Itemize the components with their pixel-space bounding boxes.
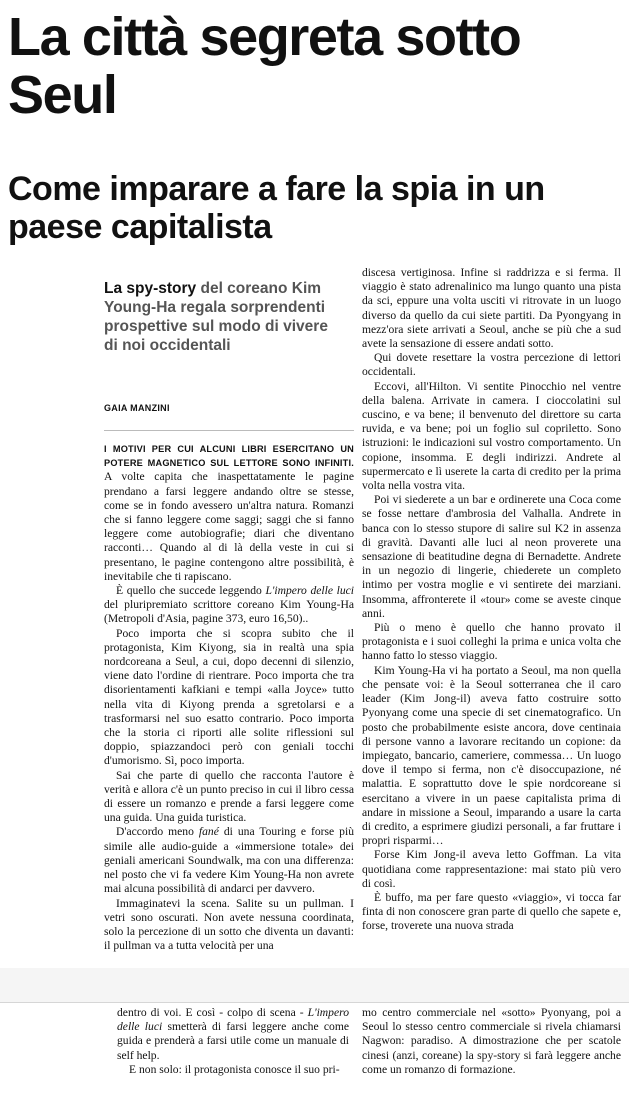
paragraph: È buffo, ma per fare questo «viaggio», vi tocca far finta di non conoscere gran parte di quello che sapete e, forse, troverete una nuova strada: [362, 890, 621, 933]
paragraph: Qui dovete resettare la vostra percezione di lettori occidentali.: [362, 351, 621, 379]
paragraph: Più o meno è quello che hanno provato il protagonista e i suoi colleghi la prima e unica volta che hanno fatto lo stesso viaggio.: [362, 621, 621, 663]
paragraph: Forse Kim Jong-il aveva letto Goffman. La vita quotidiana come rappresentazione: mai stato più vero di così.: [362, 848, 621, 890]
divider: [0, 1002, 629, 1003]
paragraph: Sai che parte di quello che racconta l'autore è verità e allora c'è un punto preciso in cui il libro cessa di essere un romanzo e prende a farsi leggere come una guida. Una guida turistica.: [104, 768, 354, 825]
paragraph: discesa vertiginosa. Infine si raddrizza e si ferma. Il viaggio è stato adrenalinico ma lungo quanto una pista da sci, eppure una volta usciti vi ritrovate in un luogo diverso da quello da cui siete partiti. Da Pyongyang in mezz'ora siete arrivati a Seoul, anche se più che a sud avete la sensazione di essere andati sotto.: [362, 266, 621, 351]
article-column-1: [104, 442, 354, 953]
paragraph: mo centro commerciale nel «sotto» Pyonyang, poi a Seoul lo stesso centro commerciale si rivela chiamarsi Nagwon: paradiso. A dimostrazione che per scatole cinesi (anzi, coreane) la spy-story si farà leggere anche come un romanzo di formazione.: [362, 1006, 621, 1076]
article-column-3: [117, 1006, 349, 1077]
headline: La città segreta sotto Seul: [8, 7, 521, 125]
article-column-4: [362, 1006, 621, 1077]
paragraph: Eccovi, all'Hilton. Vi sentite Pinocchio nel ventre della balena. Arrivate in camera. I cioccolatini sul cuscino, e va bene; il benvenuto del direttore su carta ruvida, e va bene; poi un foglio sul copriletto. Sono istruzioni: le indicazioni sul vostro comportamento. Un copione, insomma. E degli indirizzi. Andrete al supermercato e lì userete la carta di credito per la prima volta nella vostra vita.: [362, 379, 621, 493]
book-title: L'impero delle luci: [265, 584, 354, 598]
paragraph: Poi vi siederete a un bar e ordinerete una Coca come se fosse nettare d'ambrosia del Valhalla. Andrete in banca con lo stesso stupore di salire sul K2 in assenza di gravità. Davanti alle luci al neon proverete una sensazione di beatitudine degna di Bernadette. Andrete in un negozio di lingerie, chiederete un completo intimo per vostra moglie e vi sentirete dei marziani. Insomma, affronterete il «tour» come se aveste cinque anni.: [362, 493, 621, 620]
paragraph: E non solo: il protagonista conosce il suo pri-: [129, 1062, 340, 1076]
deck: [104, 279, 344, 355]
book-title: L'impero delle luci: [117, 1006, 349, 1034]
divider: [104, 430, 354, 431]
clipping-gap: [0, 968, 629, 1002]
paragraph: Immaginatevi la scena. Salite su un pullman. I vetri sono oscurati. Non avete nessuna coordinata, solo la percezione di un sotto che diventa un davanti: il pullman va a tutta velocità per una: [104, 896, 354, 953]
paragraph: dentro di voi. E così - colpo di scena - L'impero delle luci smetterà di farsi leggere anche come guida e prenderà a farsi utile come un manuale di self help.: [117, 1006, 349, 1062]
paragraph: È quello che succede leggendo L'impero delle luci del pluripremiato scrittore coreano Kim Young-Ha (Metropoli d'Asia, pagine 373, euro 16,50)..: [104, 584, 354, 626]
deck-text: del coreano Kim Young-Ha regala sorprendenti prospettive sul modo di vivere di noi occidentali: [104, 280, 328, 354]
lead-caps: I MOTIVI PER CUI ALCUNI LIBRI ESERCITANO UN POTERE MAGNETICO SUL LETTORE SONO INFINITI.: [104, 444, 354, 469]
paragraph: Poco importa che si scopra subito che il protagonista, Kim Kiyong, sia in realtà una spia nordcoreana a Seul, a cui, dopo decenni di silenzio, viene dato l'ordine di rientrare. Poco importa che tra disorientamenti kafkiani e tempi «alla Joyce» tutto nella vita di Kiyong prenda a sgretolarsi e a trasformarsi nel suo esatto contrario. Poco importa che la storia ci riporti alle solite riflessioni sul doppio, spiazzandoci però con geniali tocchi d'umorismo. Sì, poco importa.: [104, 626, 354, 768]
subheadline: Come imparare a fare la spia in un paese capitalista: [8, 170, 545, 246]
paragraph: I MOTIVI PER CUI ALCUNI LIBRI ESERCITANO UN POTERE MAGNETICO SUL LETTORE SONO INFINITI. A volte capita che inaspettatamente le pagine prendano a farsi leggere andando oltre se stesse, come se in fondo avessero un'altra natura. Romanzi che si fanno leggere come saggi; saggi che si fanno leggere come autobiografie; diari che diventano racconti… Quando al di là della veste in cui si presentano, le pagine contengono altre possibilità, è inevitabile che ti rapiscano.: [104, 444, 354, 583]
byline: GAIA MANZINI: [104, 403, 170, 413]
article-column-2: [362, 266, 621, 934]
paragraph: D'accordo meno fané di una Touring e forse più simile alle audio-guide a «immersione totale» dei geniali americani Soundwalk, ma con una differenza: nel posto che vi fa vedere Kim Young-Ha non avrete mai alcuna possibilità di andarci per davvero.: [104, 825, 354, 896]
deck-lead: La spy-story: [104, 280, 197, 297]
paragraph: Kim Young-Ha vi ha portato a Seoul, ma non quella che pensate voi: è la Seoul sotterranea che il caro leader (Kim Jong-il) aveva fatto costruire sotto Pyonyang come una specie di set cinematografico. Un posto che probabilmente esiste ancora, dove centinaia di persone vanno a lavorare recitando un copione: da impiegato, bancario, cameriere, commessa… Un luogo dove il tempo si ferma, non c'è disoccupazione, né malattia. E soprattutto dove le spie nordcoreane si esercitano a vivere in un paese capitalista prima di andare in missione a Seoul, imparando a usare la carta di credito, a esprimere giudizi personali, a far fruttare i propri risparmi…: [362, 663, 621, 848]
